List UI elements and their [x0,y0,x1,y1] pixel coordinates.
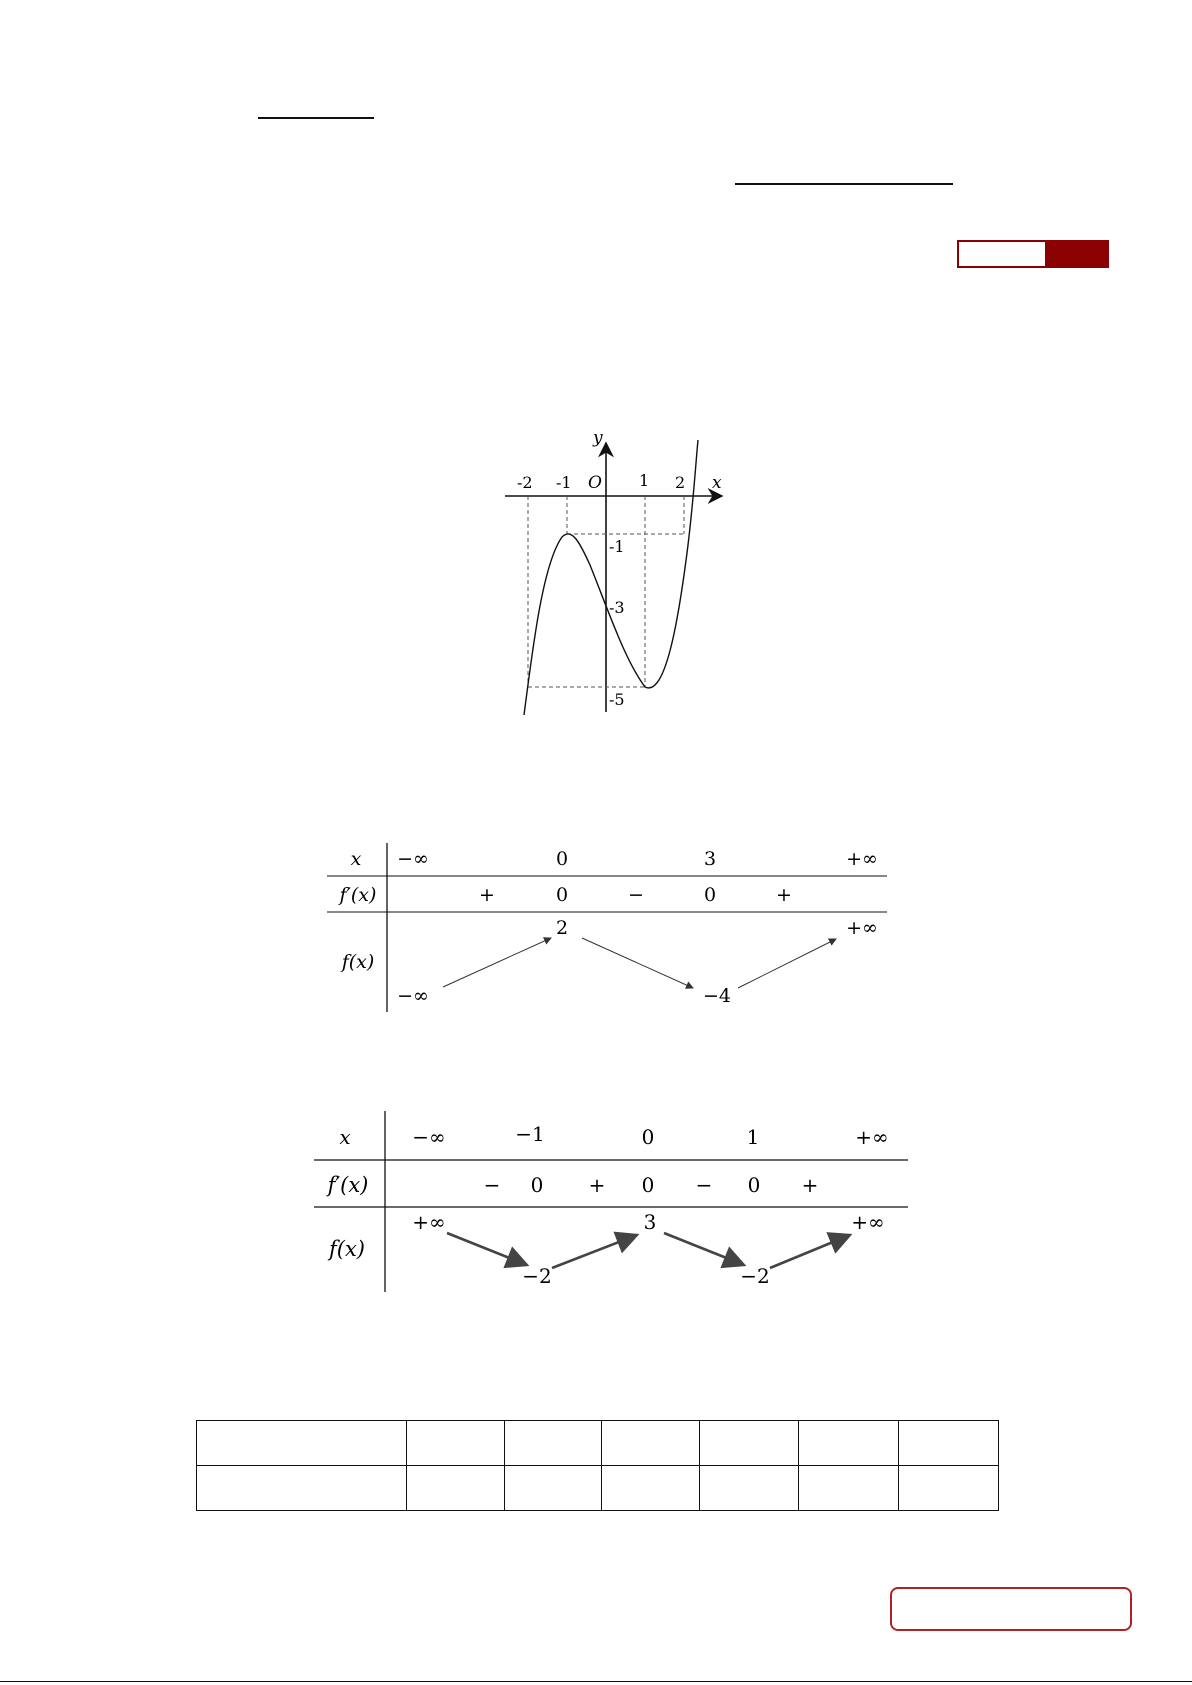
answer-cell[interactable] [407,1421,505,1466]
cubic-curve [524,440,698,715]
t2-sign-4: − [695,1173,713,1197]
answer-cell[interactable] [799,1421,899,1466]
answer-cell[interactable] [505,1421,602,1466]
t2-f-4: +∞ [851,1210,885,1234]
label-origin: O [588,473,602,493]
t1-sign-1: 0 [555,884,569,906]
t1-f-0: −∞ [397,985,429,1007]
t1-f-1: 2 [555,917,569,939]
variation-table-1 [325,840,890,1015]
answer-cell[interactable] [700,1466,799,1511]
t2-f-0: +∞ [412,1210,446,1234]
t1-sign-2: − [628,884,644,906]
t2-f-1: −2 [522,1264,552,1288]
tick-x-2: 2 [675,473,686,492]
t2-x-0: −∞ [412,1125,446,1149]
section-badge [957,240,1109,268]
t2-label-x: x [339,1125,351,1149]
answer-cell[interactable] [899,1466,999,1511]
answer-table-row [197,1466,999,1511]
answer-cell[interactable] [505,1466,602,1511]
t1-sign-4: + [776,884,792,906]
t2-sign-2: + [588,1173,606,1197]
tick-y-neg1: -1 [609,537,625,556]
t1-f-3: +∞ [846,917,878,939]
label-y: y [593,428,603,448]
answer-cell[interactable] [407,1466,505,1511]
badge-fill [1045,242,1107,266]
t2-sign-6: + [801,1173,819,1197]
t1-label-fprime: f′(x) [339,884,377,906]
t1-x-2: 3 [703,848,717,870]
answer-cell[interactable] [197,1466,407,1511]
tick-y-neg3: -3 [609,598,625,617]
answer-cell[interactable] [899,1421,999,1466]
variation-table-2 [312,1108,912,1295]
t2-x-1: −1 [515,1122,545,1146]
t2-sign-1: 0 [530,1173,544,1197]
t1-x-3: +∞ [846,848,878,870]
tick-y-neg5: -5 [609,690,625,709]
t1-x-1: 0 [555,848,569,870]
tick-x-neg1: -1 [556,473,572,492]
t2-x-3: 1 [746,1125,760,1149]
t1-label-f: f(x) [341,951,375,973]
answer-table [196,1420,999,1511]
answer-cell[interactable] [197,1421,407,1466]
t1-sign-3: 0 [703,884,717,906]
t1-x-0: −∞ [397,848,429,870]
t2-f-3: −2 [740,1264,770,1288]
underline-short [258,117,374,119]
t1-sign-0: + [479,884,495,906]
answer-cell[interactable] [602,1466,700,1511]
t2-x-4: +∞ [855,1125,889,1149]
footer-rule [0,1681,1192,1682]
t2-sign-3: 0 [641,1173,655,1197]
t2-sign-0: − [483,1173,501,1197]
answer-cell[interactable] [799,1466,899,1511]
t2-f-2: 3 [643,1210,657,1234]
t2-label-f: f(x) [328,1237,366,1261]
answer-cell[interactable] [700,1421,799,1466]
answer-cell[interactable] [602,1421,700,1466]
footer-box [890,1587,1132,1631]
tick-x-neg2: -2 [517,473,533,492]
t1-label-x: x [350,848,362,870]
t2-sign-5: 0 [747,1173,761,1197]
t1-f-2: −4 [702,985,732,1007]
label-x: x [712,473,722,493]
answer-table-row [197,1421,999,1466]
t2-label-fprime: f′(x) [327,1173,369,1197]
function-graph [500,425,740,720]
t2-x-2: 0 [641,1125,655,1149]
tick-x-1: 1 [639,471,650,490]
underline-long [735,183,953,185]
